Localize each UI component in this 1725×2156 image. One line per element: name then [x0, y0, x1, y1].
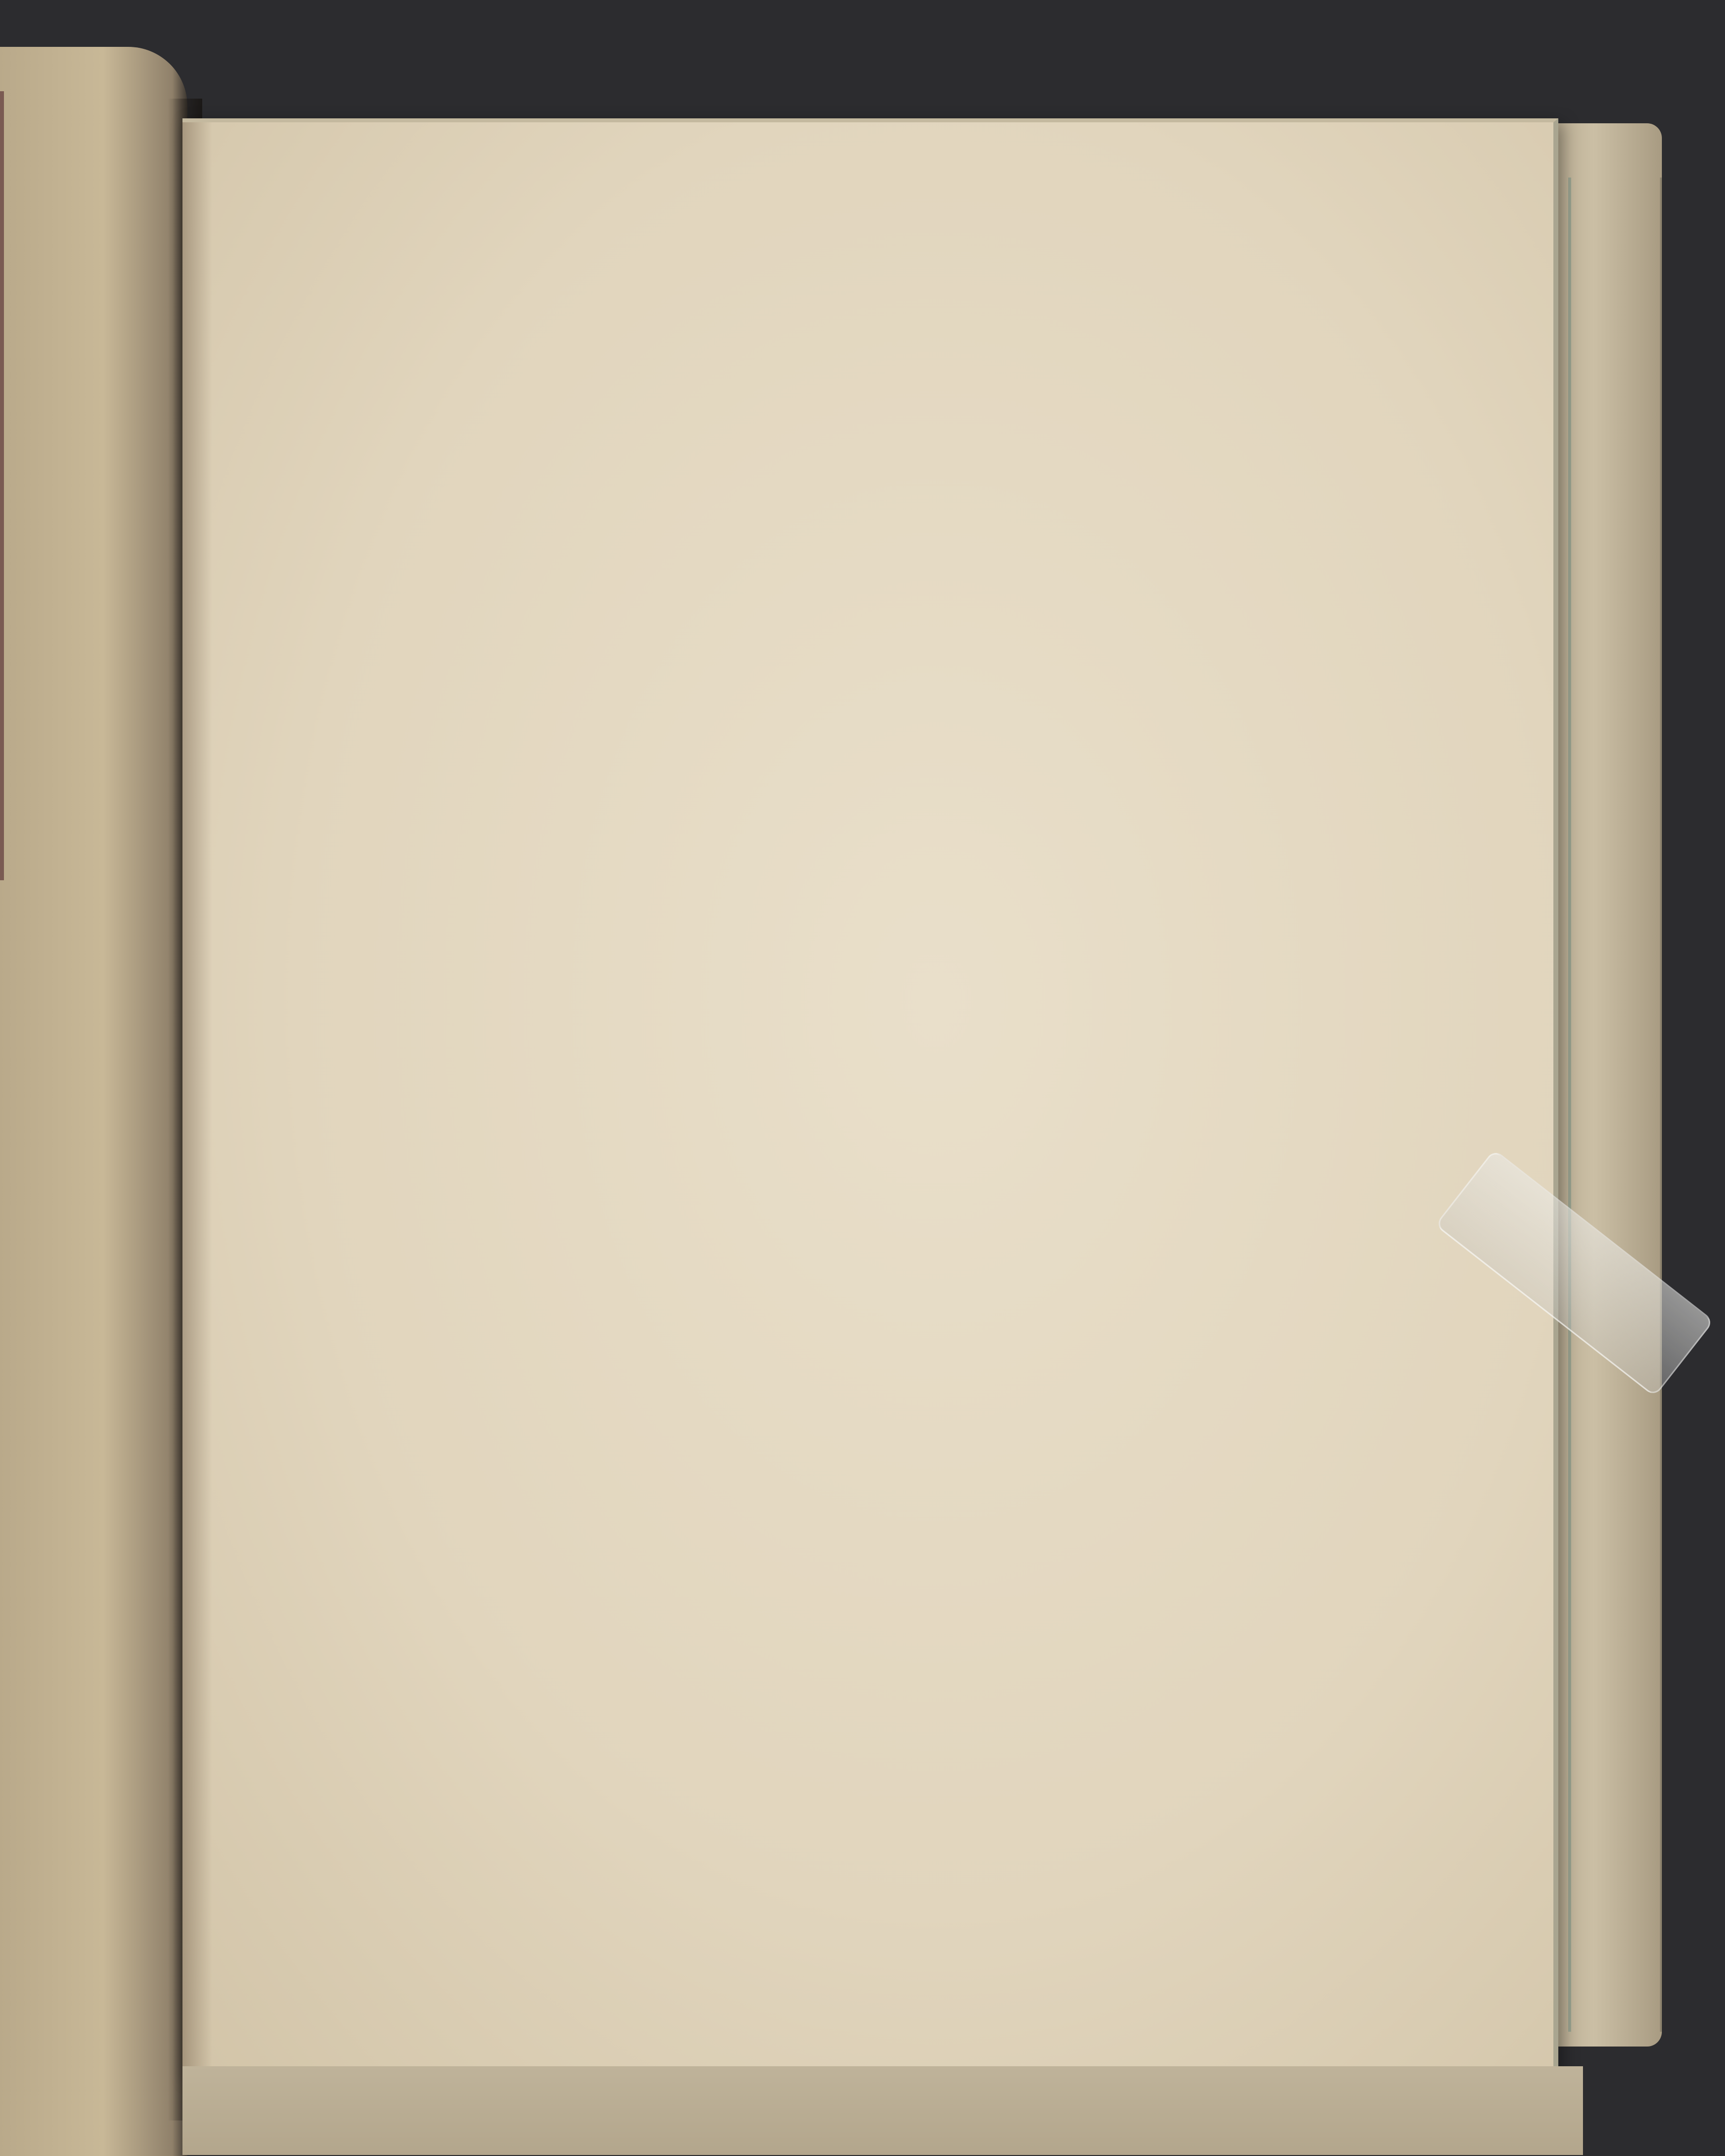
left-page [0, 47, 187, 2156]
gutter-shadow [182, 122, 212, 2075]
left-page-edge [0, 91, 4, 880]
page-bottom-edge [182, 2066, 1583, 2155]
right-page [182, 118, 1558, 2075]
page-stack-lines [1568, 178, 1662, 2032]
